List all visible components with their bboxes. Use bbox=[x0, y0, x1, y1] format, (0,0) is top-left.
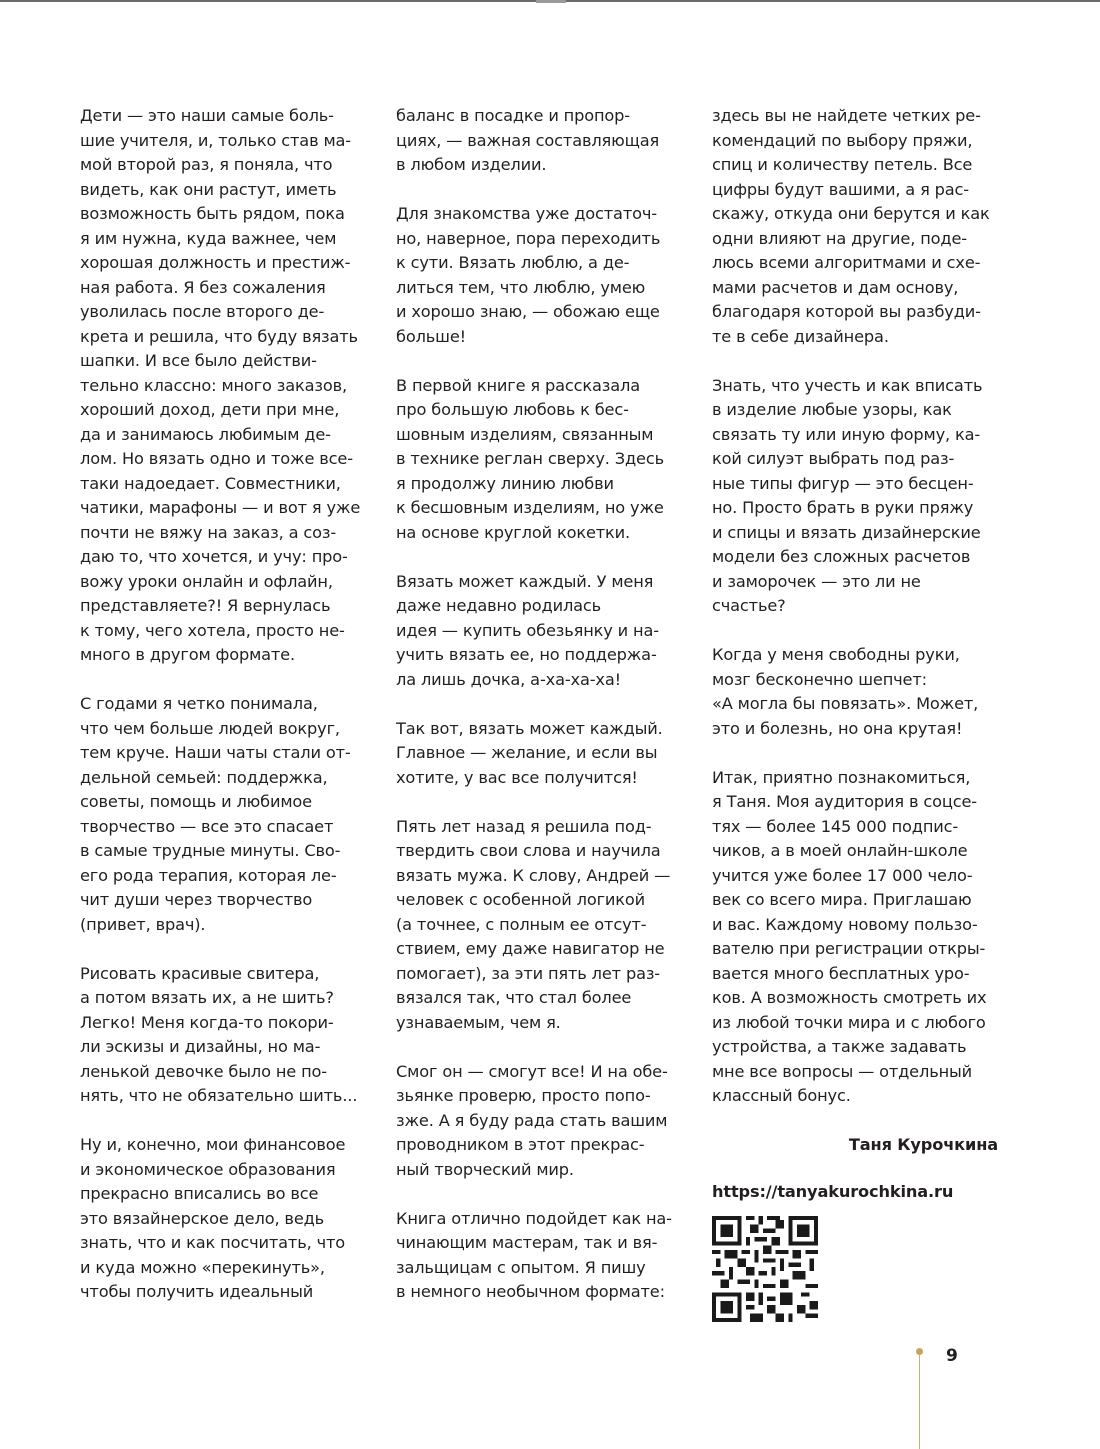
paragraph: Итак, приятно познакомиться, я Таня. Моя аудитория в соцсе- тях — более 145 000 подпис- чиков, а в моей онлайн-школе учится уже более 17 000 чело- век со всего мира. Приглашаю и вас. Каждому новому пользо- вателю при регистрации откры- вается много бесплатных уро- ков. А возможность смотреть их из любой точки мира и с любого устройства, а также задавать мне все вопросы — отдельный классный бонус. bbox=[712, 767, 987, 1105]
author-signature: Таня Курочкина bbox=[848, 1135, 998, 1154]
text-column-3 bbox=[712, 104, 998, 1322]
paragraph: Рисовать красивые свитера, а потом вязать их, а не шить? Легко! Меня когда-то покори- ли эскизы и дизайны, но ма- ленькой девочке было не по- нять, что не обязательно шить... bbox=[80, 963, 358, 1105]
paragraph: Так вот, вязать может каждый. Главное — желание, и если вы хотите, у вас все получится! bbox=[396, 718, 663, 787]
text-column-2 bbox=[396, 104, 696, 1329]
paragraph: Когда у меня свободны руки, мозг бесконечно шепчет: «А могла бы повязать». Может, это и болезнь, но она крутая! bbox=[712, 645, 979, 738]
qr-code-icon[interactable] bbox=[712, 1216, 818, 1322]
paragraph: Вязать может каждый. У меня даже недавно родилась идея — купить обезьянку и на- учить вязать ее, но поддержа- ла лишь дочка, а-ха-ха-ха! bbox=[396, 571, 659, 689]
website-link[interactable]: https://tanyakurochkina.ru bbox=[712, 1181, 954, 1201]
paragraph: В первой книге я рассказала про большую любовь к бес- шовным изделиям, связанным в технике реглан сверху. Здесь я продолжу линию любви к бесшовным изделиям, но уже на основе круглой кокетки. bbox=[396, 375, 664, 542]
top-rule-mark bbox=[536, 0, 566, 3]
paragraph: Книга отлично подойдет как на- чинающим мастерам, так и вя- зальщицам с опытом. Я пишу в немного необычном формате: bbox=[396, 1208, 672, 1301]
paragraph: Ну и, конечно, мои финансовое и экономическое образования прекрасно вписались во все это вязайнерское дело, ведь знать, что и как посчитать, что и куда можно «перекинуть», чтобы получить идеальный bbox=[80, 1135, 346, 1301]
paragraph: Дети — это наши самые боль- шие учителя, и, только став ма- мой второй раз, я поняла, что видеть, как они растут, иметь возможность быть рядом, пока я им нужна, куда важнее, чем хорошая должность и престиж- ная работа. Я без сожаления уволилась после второго де- крета и решила, что буду вязать шапки. И все было действи- тельно классно: много заказов, хороший доход, дети при мне, да и занимаюсь любимым де- лом. Но вязать одно и тоже все- таки надоедает. Совместники, чатики, марафоны — и вот я уже почти не вяжу на заказ, а соз- даю то, что хочется, и учу: про- вожу уроки онлайн и офлайн, представляете?! Я вернулась к тому, чего хотела, просто не- много в другом формате. bbox=[80, 106, 361, 664]
text-column-1 bbox=[80, 104, 380, 1329]
paragraph: Знать, что учесть и как вписать в изделие любые узоры, как связать ту или иную форму, ка- кой силуэт выбрать под раз- ные типы фигур — это бесцен- но. Просто брать в руки пряжу и спицы и вязать дизайнерские модели без сложных расчетов и заморочек — это ли не счастье? bbox=[712, 375, 983, 615]
paragraph: Смог он — смогут все! И на обе- зьянке проверю, просто попо- зже. А я буду рада стать вашим проводником в этот прекрас- ный творческий мир. bbox=[396, 1061, 668, 1179]
page-marker-line bbox=[919, 1354, 920, 1449]
page-number-block bbox=[912, 1346, 972, 1449]
paragraph: Для знакомства уже достаточ- но, наверное, пора переходить к сути. Вязать люблю, а де- литься тем, что люблю, умею и хорошо знаю, — обожаю еще больше! bbox=[396, 204, 661, 346]
paragraph: баланс в посадке и пропор- циях, — важная составляющая в любом изделии. bbox=[396, 106, 660, 174]
page-number: 9 bbox=[946, 1346, 958, 1366]
paragraph: С годами я четко понимала, что чем больше людей вокруг, тем круче. Наши чаты стали от- дельной семьей: поддержка, советы, помощь и любимое творчество — все это спасает в самые трудные минуты. Сво- его рода терапия, которая ле- чит души через творчество (привет, врач). bbox=[80, 694, 351, 934]
paragraph: Пять лет назад я решила под- твердить свои слова и научила вязать мужа. К слову, Андрей — человек с особенной логикой (а точнее, с полным ее отсут- ствием, ему даже навигатор не помогает), за эти пять лет раз- вязался так, что стал более узнаваемым, чем я. bbox=[396, 816, 671, 1032]
paragraph: здесь вы не найдете четких ре- комендаций по выбору пряжи, спиц и количеству петель. Все цифры будут вашими, а я рас- скажу, откуда они берутся и как одни влияют на другие, поде- люсь всеми алгоритмами и схе- мами расчетов и дам основу, благодаря которой вы разбуди- те в себе дизайнера. bbox=[712, 106, 990, 346]
